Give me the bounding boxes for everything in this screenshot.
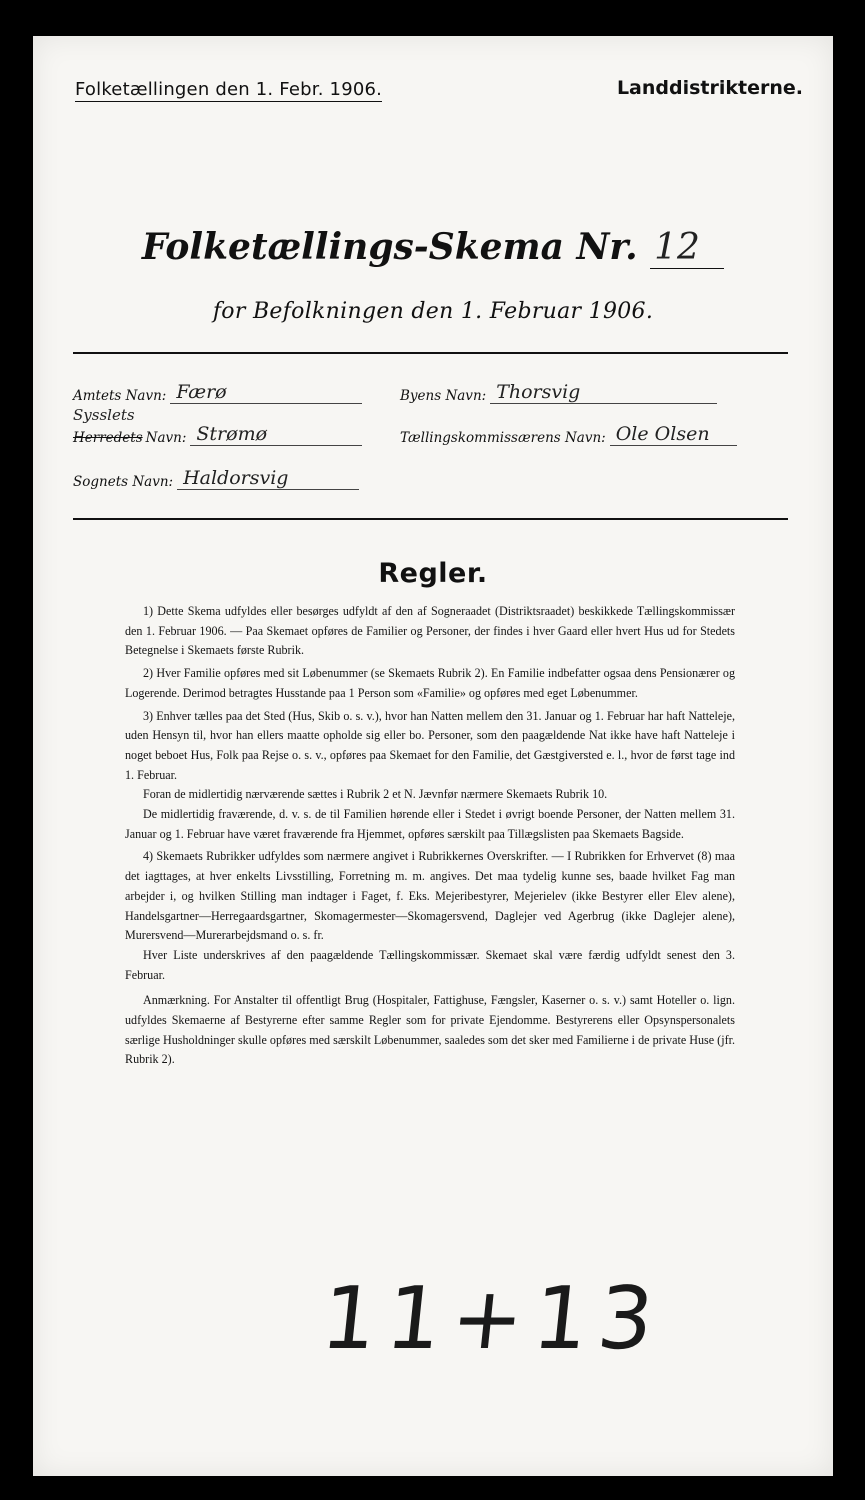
amt-value: Færø: [170, 382, 362, 404]
rule-paragraph: 4) Skemaets Rubrikker udfyldes som nærmere angivet i Rubrikkernes Overskrifter. — I Rubrikken for Erhvervet (8) maa det iagttages, at hver enkelts Livsstilling, Forretning m. m. angives. Det maa tydelig kunne ses, baade hvilket Fag man arbejder i, og hvilken Stilling man indtager i Faget, f. Eks. Mejeribestyrer, Mejerielev (ikke Bestyrer eller Elev alene), Handelsgartner—Herregaardsgartner, Skomagermester—Skomagersvend, Daglejer ved Agerbrug (ikke Daglejer alene), Murersvend—Murerarbejdsmand o. s. fr.: [125, 849, 735, 943]
rule-paragraph: 1) Dette Skema udfyldes eller besørges udfyldt af den af Sogneraadet (Distriktsraadet) beskikkede Tællingskommissær den 1. Februar 1906. — Paa Skemaet opføres de Familier og Personer, der findes i hver Gaard eller hvert Hus ud for Stedets Betegnelse i Skemaets første Rubrik.: [125, 604, 735, 658]
rule-paragraph: Hver Liste underskrives af den paagældende Tællingskommissær. Skemaet skal være færdig udfyldt senest den 3. Februar.: [125, 947, 735, 982]
byen-label: Byens Navn:: [400, 388, 487, 404]
rule-paragraph: Foran de midlertidig nærværende sættes i Rubrik 2 et N. Jævnfør nærmere Skemaets Rubrik 10.: [143, 787, 608, 802]
regler-title: Regler.: [378, 558, 488, 589]
rule-paragraph: De midlertidig fraværende, d. v. s. de til Familien hørende eller i Stedet i øvrigt boende Personer, der Natten mellem 31. Januar og 1. Februar have været fraværende fra Hjemmet, opføres særskilt paa Tillægslisten paa Skemaets Bagside.: [125, 807, 735, 841]
rule-paragraph: 3) Enhver tælles paa det Sted (Hus, Skib o. s. v.), hvor han Natten mellem den 31. Januar og 1. Februar har haft Natteleje, uden Hensyn til, hvor han ellers maatte opholde sig eller bo. Personer, som den paagældende Nat ikke have haft Natteleje i noget beboet Hus, Folk paa Rejse o. s. v., opføres paa Skemaet for den Familie, det Gæstgiversted e. l., hvor de først tage ind 1. Februar.: [125, 708, 735, 782]
census-header: Folketællingen den 1. Febr. 1906.: [75, 79, 383, 100]
district-type-label: Landdistrikterne.: [616, 77, 803, 99]
kommissaer-value: Ole Olsen: [610, 424, 737, 446]
handwritten-note: 11+13: [316, 1269, 669, 1369]
form-subtitle: for Befolkningen den 1. Februar 1906.: [212, 299, 654, 324]
byen-value: Thorsvig: [490, 382, 717, 404]
rules-text: [125, 602, 735, 1073]
census-form-page: [33, 36, 833, 1476]
bottom-divider: [73, 518, 788, 520]
herred-label: Navn:: [145, 430, 187, 446]
herred-overwrite: Sysslets: [73, 406, 135, 424]
sogn-value: Haldorsvig: [177, 468, 359, 490]
sogn-field: [73, 468, 359, 490]
byen-field: [400, 382, 717, 404]
anmaerkning-paragraph: Anmærkning. For Anstalter til offentligt Brug (Hospitaler, Fattighuse, Fængsler, Kaserner o. s. v.) samt Hoteller o. lign. udfyldes Skemaerne af Bestyrerne efter samme Regler som for private Ejendomme. Bestyrerens eller Opsynspersonalets særlige Husholdninger skulle opføres med særskilt Løbenummer, saaledes som det sker med Familierne i de private Huse (jfr. Rubrik 2).: [125, 993, 735, 1067]
kommissaer-field: [400, 424, 737, 446]
herred-value: Strømø: [190, 424, 362, 446]
amt-field: [73, 382, 362, 404]
kommissaer-label: Tællingskommissærens Navn:: [400, 430, 606, 446]
sogn-label: Sognets Navn:: [73, 474, 174, 490]
amt-label: Amtets Navn:: [73, 388, 167, 404]
form-title: [33, 226, 833, 269]
herred-struck-label: Herredets: [73, 430, 143, 446]
form-title-text: Folketællings-Skema Nr.: [141, 226, 638, 268]
form-number: 12: [650, 227, 724, 269]
top-divider: [73, 352, 788, 354]
herred-field: [73, 424, 362, 446]
rule-paragraph: 2) Hver Familie opføres med sit Løbenummer (se Skemaets Rubrik 2). En Familie indbefatter ogsaa dens Pensionærer og Logerende. Derimod betragtes Husstande paa 1 Person som «Familie» og opføres med eget Løbenummer.: [125, 666, 735, 700]
